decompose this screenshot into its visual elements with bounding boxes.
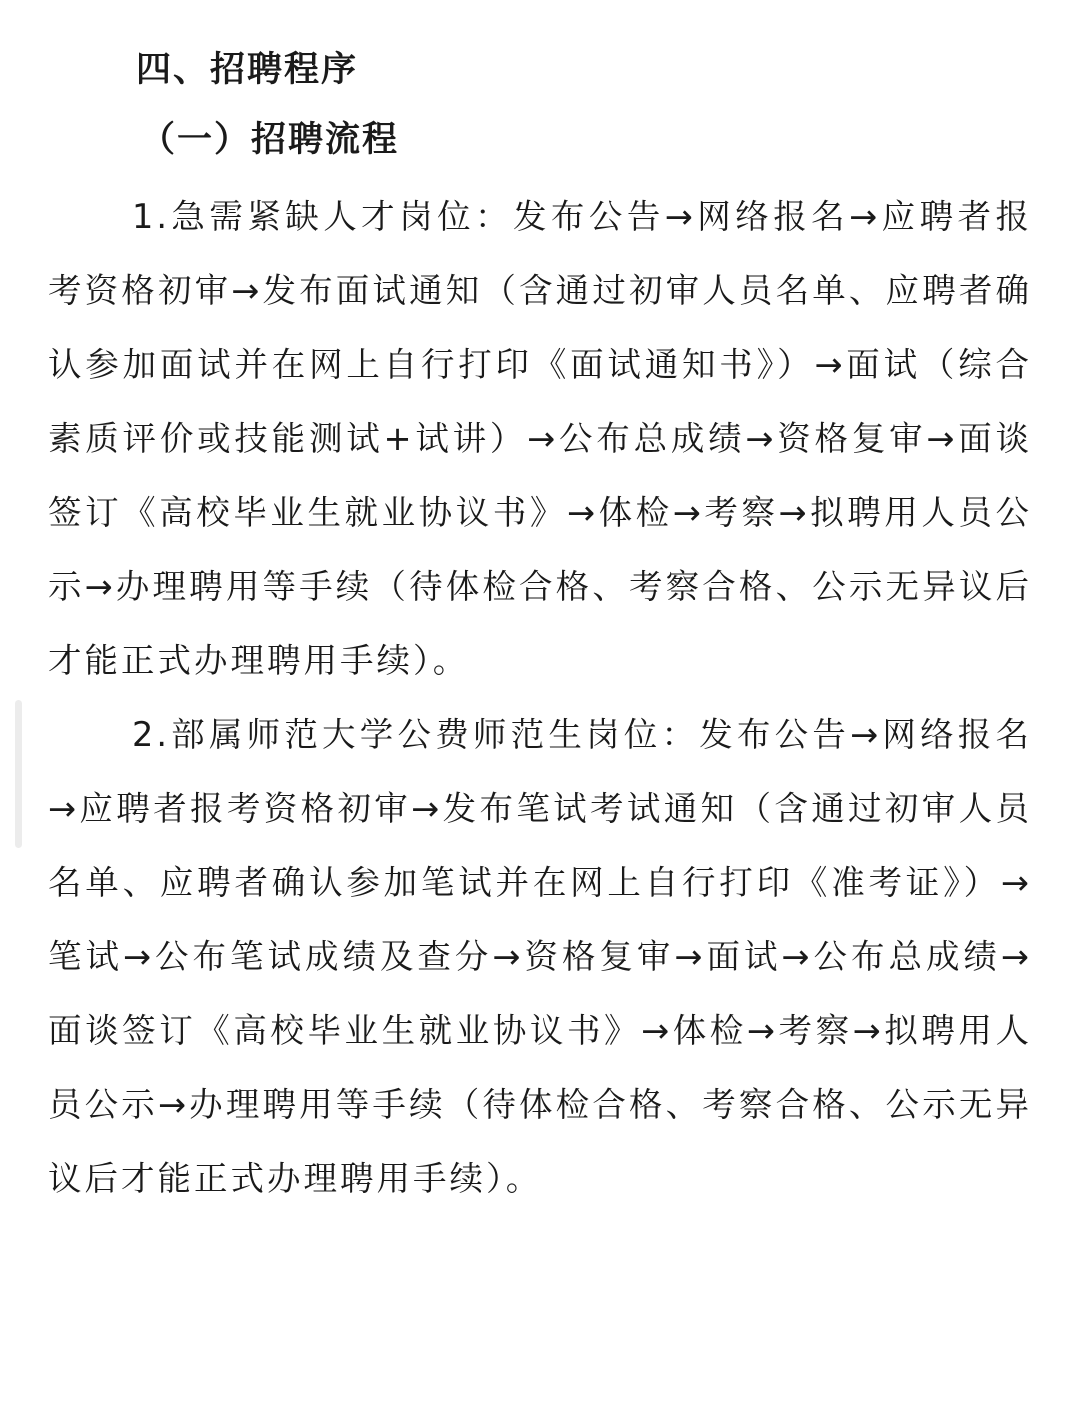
paragraph-publicly-funded-normal-students: 2.部属师范大学公费师范生岗位：发布公告→网络报名→应聘者报考资格初审→发布笔试考试通知（含通过初审人员名单、应聘者确认参加笔试并在网上自行打印《准考证》）→笔试→公布笔试成绩及查分→资格复审→面试→公布总成绩→面谈签订《高校毕业生就业协议书》→体检→考察→拟聘用人员公示→办理聘用等手续（待体检合格、考察合格、公示无异议后才能正式办理聘用手续）。	[48, 715, 1032, 1198]
section-heading: 四、招聘程序	[136, 50, 359, 90]
subsection-heading: （一）招聘流程	[140, 120, 400, 160]
article-body	[48, 38, 1032, 1216]
paragraph-urgent-talent: 1.急需紧缺人才岗位：发布公告→网络报名→应聘者报考资格初审→发布面试通知（含通过初审人员名单、应聘者确认参加面试并在网上自行打印《面试通知书》）→面试（综合素质评价或技能测试+试讲）→公布总成绩→资格复审→面谈签订《高校毕业生就业协议书》→体检→考察→拟聘用人员公示→办理聘用等手续（待体检合格、考察合格、公示无异议后才能正式办理聘用手续）。	[48, 197, 1032, 680]
scroll-indicator[interactable]	[15, 700, 22, 848]
